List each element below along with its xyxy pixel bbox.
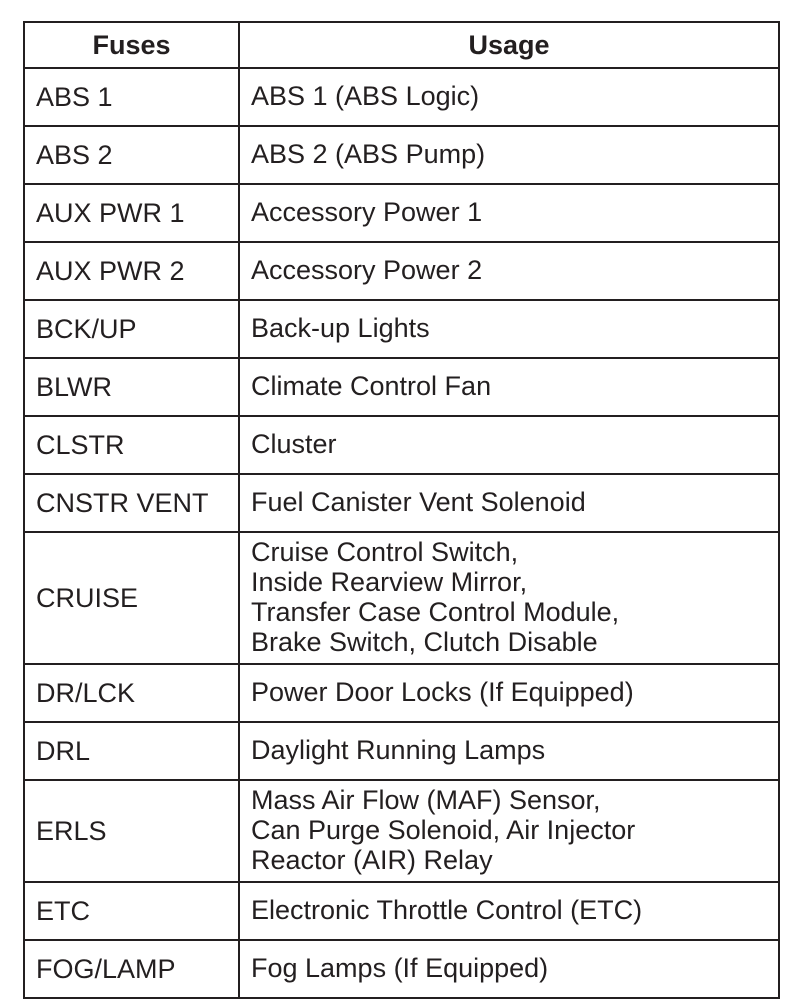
table-row <box>24 882 779 940</box>
table-row <box>24 68 779 126</box>
usage-cell: Accessory Power 1 <box>239 184 779 242</box>
header-usage: Usage <box>239 22 779 68</box>
table-row <box>24 780 779 882</box>
fuse-cell: BLWR <box>24 358 239 416</box>
table-row <box>24 532 779 664</box>
fuse-cell: ABS 2 <box>24 126 239 184</box>
table-row <box>24 474 779 532</box>
usage-cell: ABS 2 (ABS Pump) <box>239 126 779 184</box>
fuse-cell: FOG/LAMP <box>24 940 239 998</box>
table-row <box>24 664 779 722</box>
table-row <box>24 358 779 416</box>
fuse-cell: AUX PWR 2 <box>24 242 239 300</box>
usage-cell: Mass Air Flow (MAF) Sensor, Can Purge Solenoid, Air Injector Reactor (AIR) Relay <box>239 780 779 882</box>
table-row <box>24 242 779 300</box>
usage-cell: Fuel Canister Vent Solenoid <box>239 474 779 532</box>
table-row <box>24 722 779 780</box>
table-body <box>24 68 779 998</box>
usage-cell: ABS 1 (ABS Logic) <box>239 68 779 126</box>
fuse-cell: CNSTR VENT <box>24 474 239 532</box>
fuse-usage-table <box>23 21 780 999</box>
fuse-cell: CLSTR <box>24 416 239 474</box>
header-fuses: Fuses <box>24 22 239 68</box>
usage-cell: Accessory Power 2 <box>239 242 779 300</box>
fuse-cell: ETC <box>24 882 239 940</box>
header-row <box>24 22 779 68</box>
table-row <box>24 940 779 998</box>
table-row <box>24 184 779 242</box>
table-header <box>24 22 779 68</box>
fuse-cell: DR/LCK <box>24 664 239 722</box>
fuse-cell: CRUISE <box>24 532 239 664</box>
usage-cell: Electronic Throttle Control (ETC) <box>239 882 779 940</box>
fuse-cell: DRL <box>24 722 239 780</box>
usage-cell: Climate Control Fan <box>239 358 779 416</box>
fuse-cell: ABS 1 <box>24 68 239 126</box>
table-row <box>24 300 779 358</box>
fuse-cell: ERLS <box>24 780 239 882</box>
usage-cell: Daylight Running Lamps <box>239 722 779 780</box>
table-row <box>24 416 779 474</box>
usage-cell: Fog Lamps (If Equipped) <box>239 940 779 998</box>
usage-cell: Power Door Locks (If Equipped) <box>239 664 779 722</box>
fuse-cell: BCK/UP <box>24 300 239 358</box>
usage-cell: Back-up Lights <box>239 300 779 358</box>
fuse-cell: AUX PWR 1 <box>24 184 239 242</box>
usage-cell: Cluster <box>239 416 779 474</box>
usage-cell: Cruise Control Switch, Inside Rearview Mirror, Transfer Case Control Module, Brake Switch, Clutch Disable <box>239 532 779 664</box>
table-row <box>24 126 779 184</box>
